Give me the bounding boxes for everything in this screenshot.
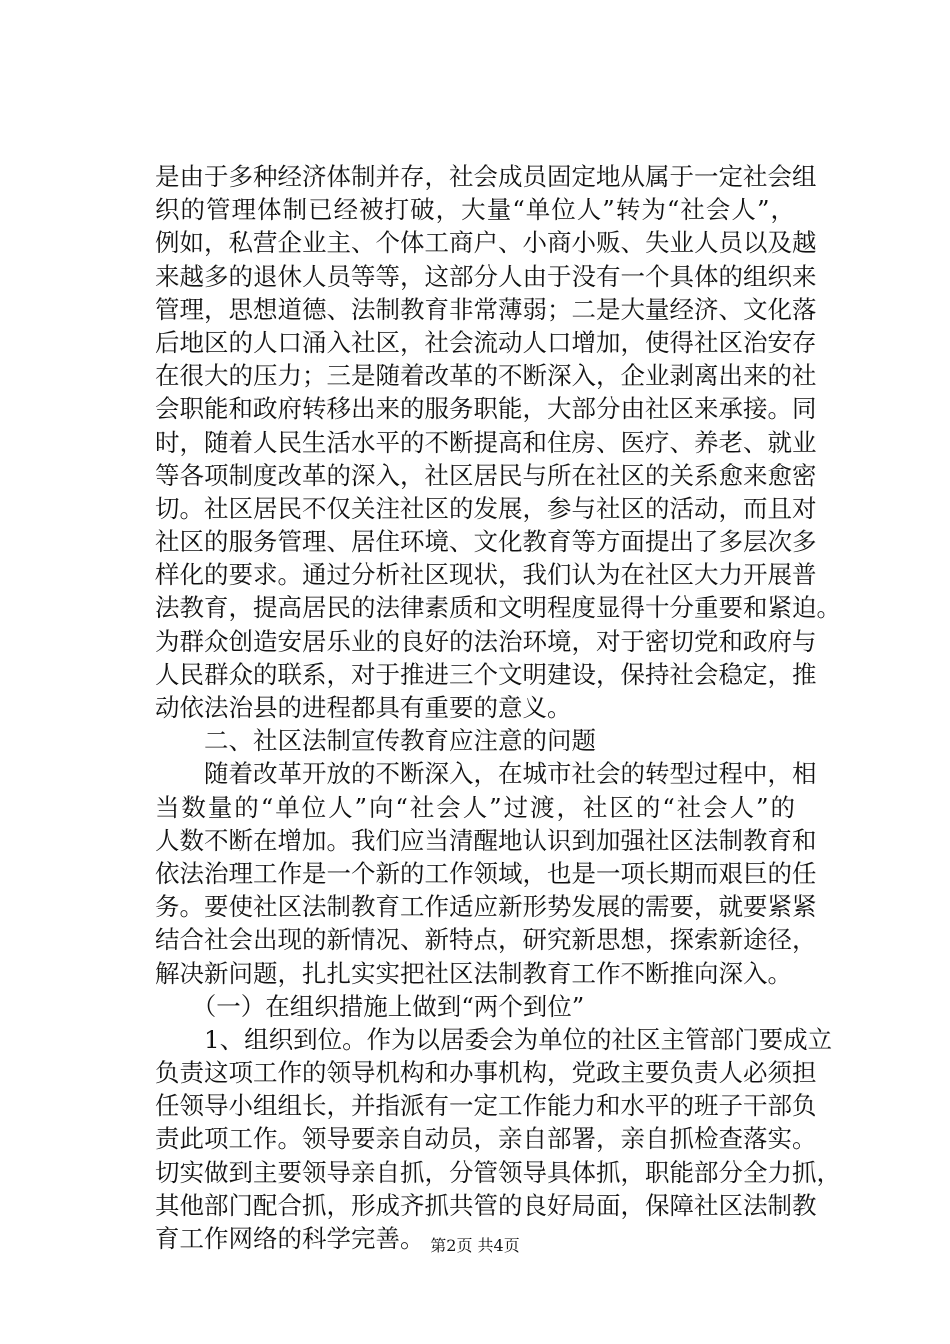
text-line: 负责这项工作的领导机构和办事机构，党政主要负责人必须担 xyxy=(155,1058,817,1088)
text-line: 等各项制度改革的深入，社区居民与所在社区的关系愈来愈密 xyxy=(155,460,817,490)
document-body xyxy=(155,160,841,1255)
text-line: 样化的要求。通过分析社区现状，我们认为在社区大力开展普 xyxy=(155,560,817,590)
text-line: 是由于多种经济体制并存，社会成员固定地从属于一定社会组 xyxy=(155,162,817,191)
text-line: 人民群众的联系，对于推进三个文明建设，保持社会稳定，推 xyxy=(155,659,817,689)
text-line: 其他部门配合抓，形成齐抓共管的良好局面，保障社区法制教 xyxy=(155,1190,817,1220)
text-line: 时，随着人民生活水平的不断提高和住房、医疗、养老、就业 xyxy=(155,427,817,457)
text-line: 依法治理工作是一个新的工作领域，也是一项长期而艰巨的任 xyxy=(155,858,817,888)
text-line: 社区的服务管理、居住环境、文化教育等方面提出了多层次多 xyxy=(155,527,817,557)
page-footer: 第2页 共4页 xyxy=(430,1236,520,1255)
text-line: 育工作网络的科学完善。 xyxy=(155,1224,425,1253)
text-line: 务。要使社区法制教育工作适应新形势发展的需要，就要紧紧 xyxy=(155,892,817,922)
text-line: 解决新问题，扎扎实实把社区法制教育工作不断推向深入。 xyxy=(155,958,792,988)
text-line: 随着改革开放的不断深入，在城市社会的转型过程中，相 xyxy=(155,759,817,789)
text-line: 管理，思想道德、法制教育非常薄弱；二是大量经济、文化落 xyxy=(155,294,817,324)
text-line: 人数不断在增加。我们应当清醒地认识到加强社区法制教育和 xyxy=(155,825,817,855)
text-line: 例如，私营企业主、个体工商户、小商小贩、失业人员以及越 xyxy=(155,228,817,258)
text-line: 来越多的退休人员等等，这部分人由于没有一个具体的组织来 xyxy=(155,261,817,291)
text-line: 在很大的压力；三是随着改革的不断深入，企业剥离出来的社 xyxy=(155,361,817,391)
subsection-heading: （一）在组织措施上做到“两个到位” xyxy=(155,991,585,1021)
text-line: 为群众创造安居乐业的良好的法治环境，对于密切党和政府与 xyxy=(155,626,817,656)
text-line: 1、组织到位。作为以居委会为单位的社区主管部门要成立 xyxy=(155,1024,833,1054)
text-line: 织的管理体制已经被打破，大量“单位人”转为“社会人”， xyxy=(155,195,795,225)
text-line: 责此项工作。领导要亲自动员，亲自部署，亲自抓检查落实。 xyxy=(155,1124,817,1154)
text-line: 后地区的人口涌入社区，社会流动人口增加，使得社区治安存 xyxy=(155,327,817,357)
text-line: 结合社会出现的新情况、新特点，研究新思想，探索新途径， xyxy=(155,925,817,955)
text-line: 切。社区居民不仅关注社区的发展，参与社区的活动，而且对 xyxy=(155,493,817,523)
section-heading: 二、社区法制宣传教育应注意的问题 xyxy=(155,726,596,756)
text-line: 切实做到主要领导亲自抓，分管领导具体抓，职能部分全力抓， xyxy=(155,1157,841,1187)
text-line: 会职能和政府转移出来的服务职能，大部分由社区来承接。同 xyxy=(155,394,817,424)
text-line: 动依法治县的进程都具有重要的意义。 xyxy=(155,693,572,722)
text-line: 当数量的“单位人”向“社会人”过渡，社区的“社会人”的 xyxy=(155,792,795,822)
text-line: 任领导小组组长，并指派有一定工作能力和水平的班子干部负 xyxy=(155,1091,817,1121)
text-line: 法教育，提高居民的法律素质和文明程度显得十分重要和紧迫。 xyxy=(155,593,841,623)
